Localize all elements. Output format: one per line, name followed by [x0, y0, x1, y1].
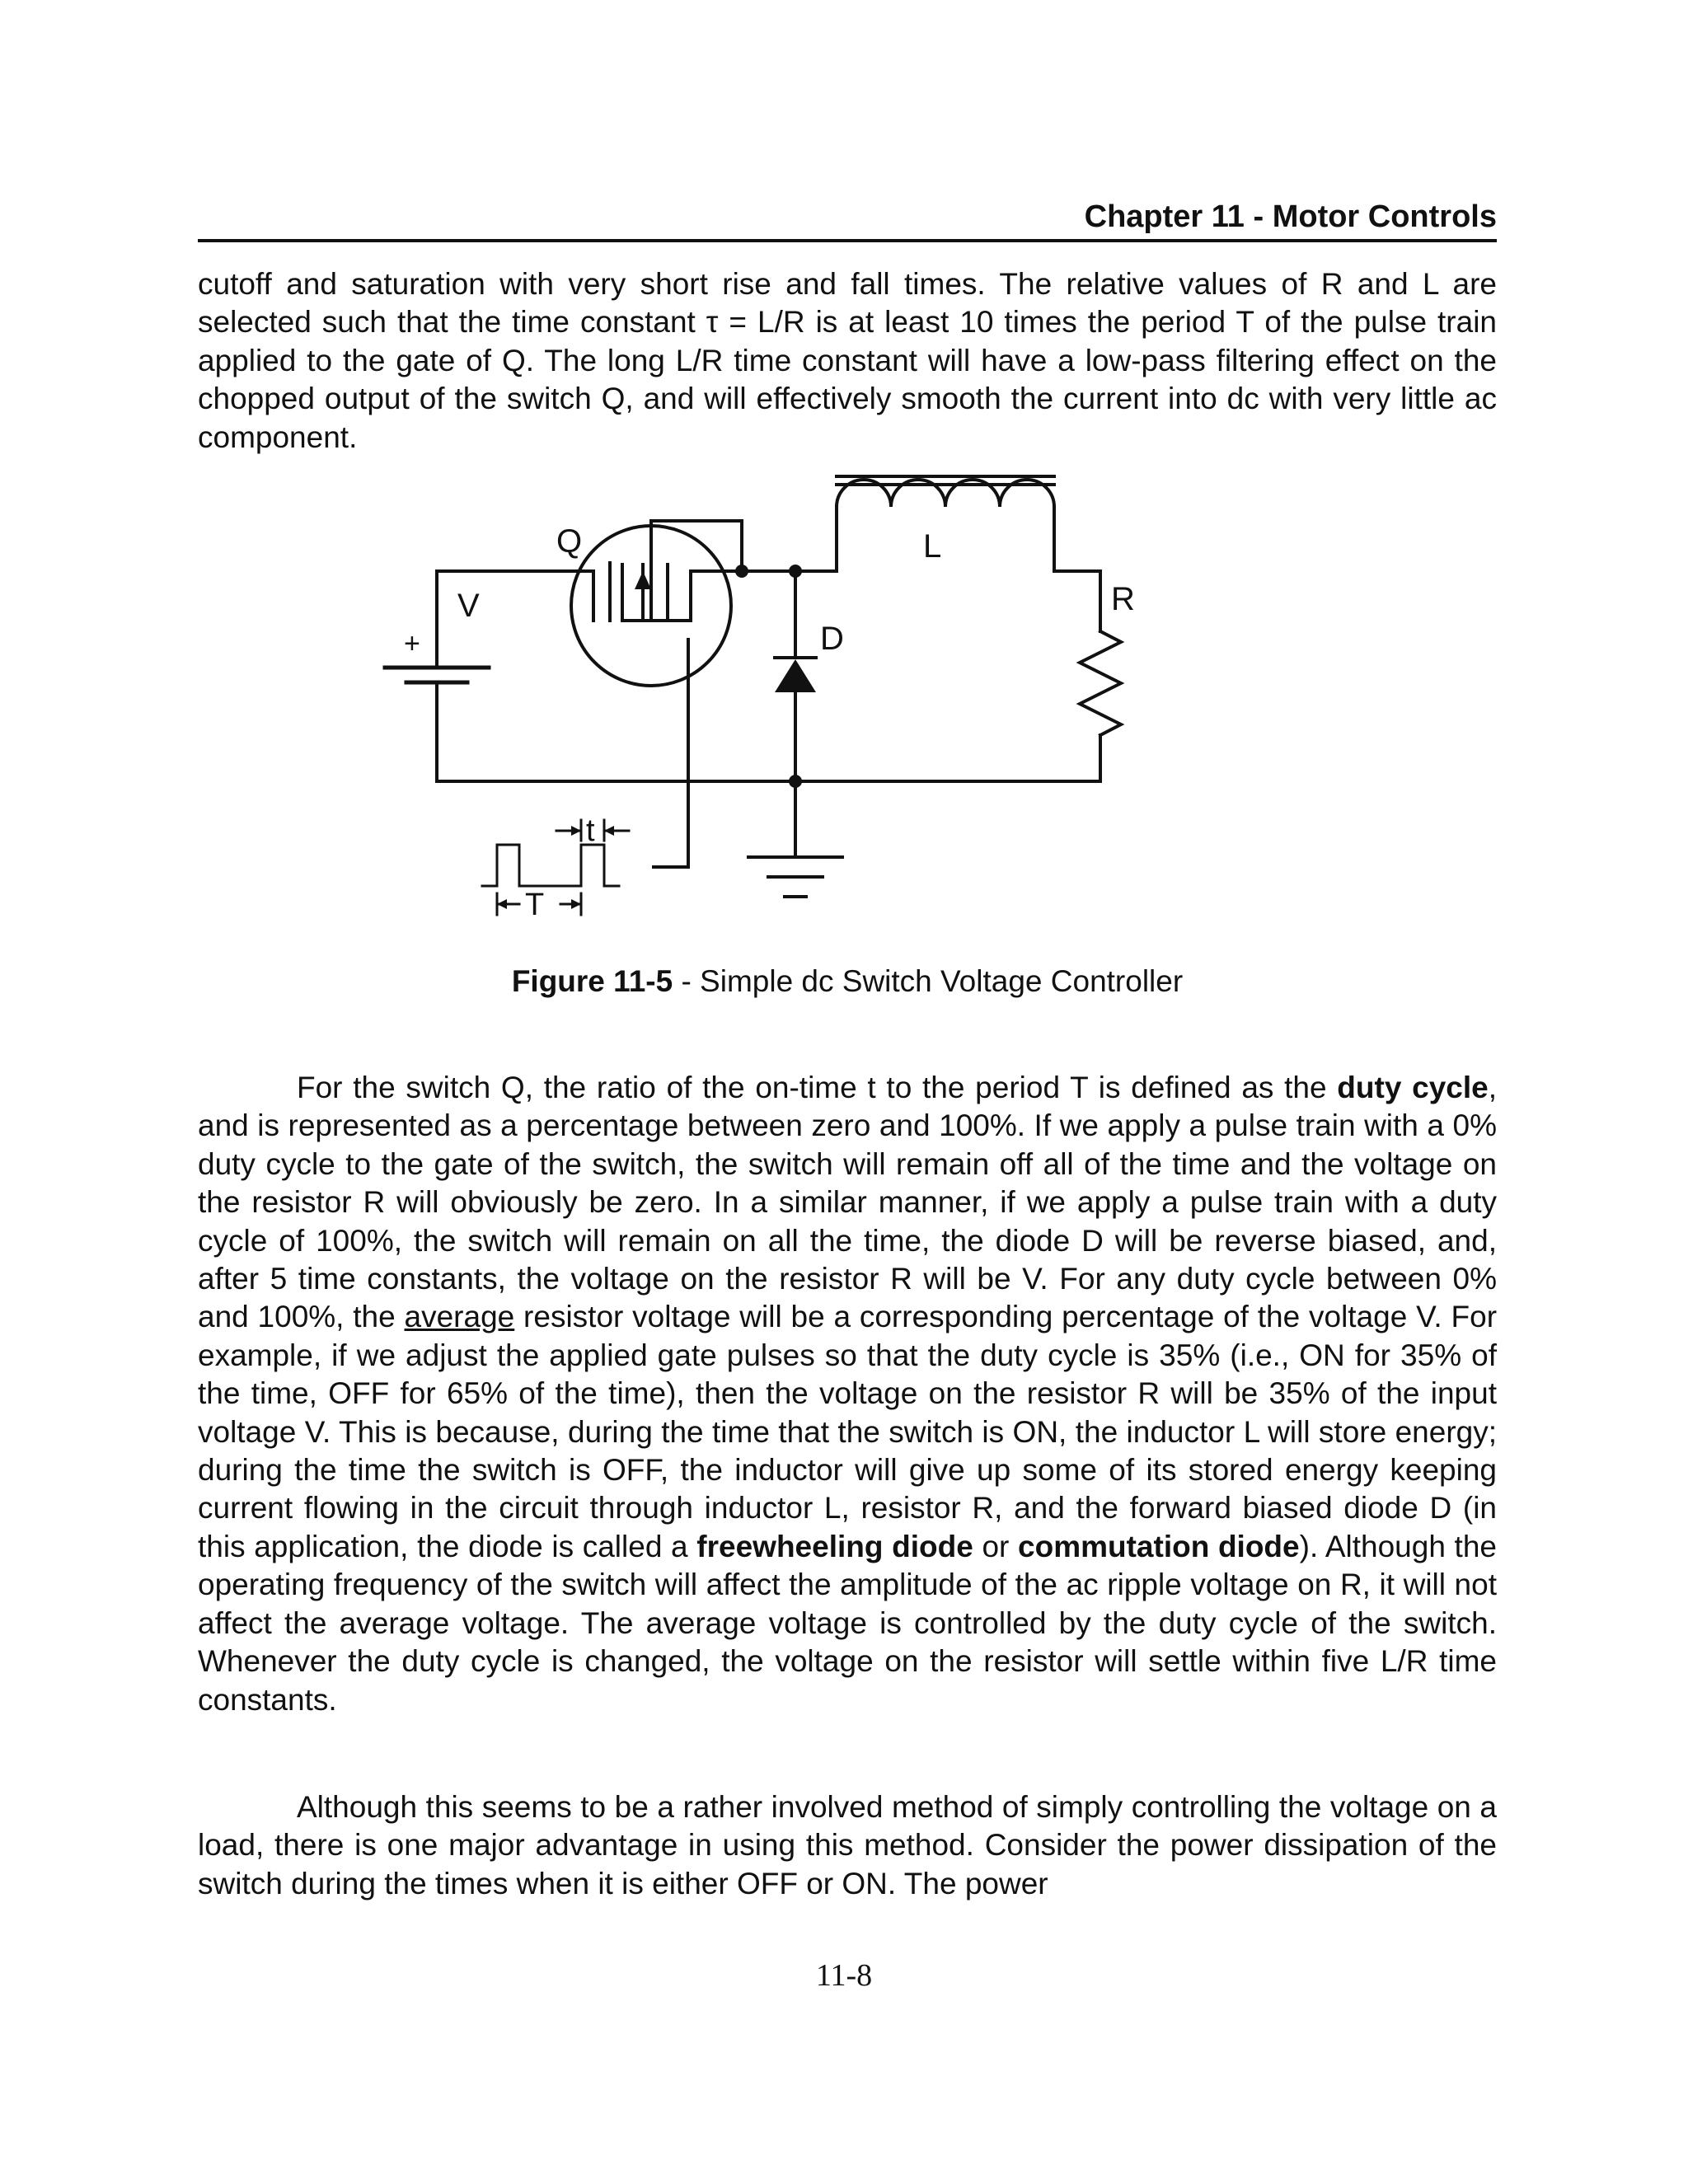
label-r: R: [1111, 581, 1135, 617]
junction-dot-top: [789, 565, 802, 578]
circuit-svg: [375, 470, 1166, 948]
page-number: 11-8: [815, 1958, 873, 1993]
term-freewheeling-diode: freewheeling diode: [696, 1529, 973, 1563]
junction-dot-transistor: [735, 565, 748, 578]
page-header: [198, 198, 1497, 242]
underlined-average: average: [404, 1300, 515, 1334]
junction-dot-bottom: [789, 775, 802, 788]
label-v: V: [457, 588, 480, 624]
T-arrowhead-right: [571, 899, 581, 909]
label-q: Q: [556, 523, 583, 560]
circuit-diagram: [375, 470, 1166, 948]
resistor-zigzag: [1080, 631, 1121, 735]
diode-triangle: [775, 659, 816, 692]
label-d: D: [820, 621, 844, 657]
transistor-arrow: [635, 571, 651, 589]
label-l: L: [923, 528, 942, 565]
p2-text-3: resistor voltage will be a corresponding percentage of the voltage V. For example, if we adjust the applied gate pulses so that the duty cycle is 35% (i.e., ON for 35% of the time, OFF for 65% of the time), then the voltage on the resistor R will be 35% of the input voltage V. This is because, during the time that the switch is ON, the inductor L will store energy; during the time the switch is OFF, the inductor will give up some of its stored energy keeping current flowing in the circuit through inductor L, resistor R, and the forward biased diode D (in this application, the diode is called a: [198, 1300, 1498, 1563]
t-arrowhead-left: [571, 826, 581, 836]
p2-text-4: or: [973, 1529, 1019, 1563]
p2-text-1: For the switch Q, the ratio of the on-time t to the period T is defined as the: [297, 1071, 1338, 1104]
figure-number: Figure 11-5: [511, 964, 673, 998]
wire-gate: [654, 640, 688, 867]
paragraph-1: cutoff and saturation with very short rise and fall times. The relative values of R and L are selected such that the time constant τ = L/R is at least 10 times the period T of the pulse train applied to the gate of Q. The long L/R time constant will have a low-pass filtering effect on the chopped output of the switch Q, and will effectively smooth the current into dc with very little ac component.: [198, 267, 1497, 454]
wire-resistor-top: [1054, 571, 1100, 631]
figure-caption-text: - Simple dc Switch Voltage Controller: [673, 964, 1184, 998]
term-commutation-diode: commutation diode: [1018, 1529, 1300, 1563]
chapter-title: Chapter 11 - Motor Controls: [1084, 199, 1497, 234]
p2-text-2: , and is represented as a percentage between zero and 100%. If we apply a pulse train with a 0% duty cycle to the gate of the switch, the switch will remain off all of the time and the voltage on the resistor R will obviously be zero. In a similar manner, if we apply a pulse train with a duty cycle of 100%, the switch will remain on all the time, the diode D will be reverse biased, and, after 5 time constants, the voltage on the resistor R will be V. For any duty cycle between 0% and 100%, the: [198, 1071, 1497, 1334]
figure-caption: [198, 964, 1497, 999]
p2-text-5: ). Although the operating frequency of the switch will affect the amplitude of the ac ripple voltage on R, it will not affect the average voltage. The average voltage is controlled by the duty cycle of the switch. Whenever the duty cycle is changed, the voltage on the resistor will settle within five L/R time constants.: [198, 1529, 1497, 1717]
paragraph-2: [198, 1069, 1497, 1719]
label-t: t: [586, 813, 595, 848]
pulse-train: [482, 845, 619, 886]
term-duty-cycle: duty cycle: [1337, 1071, 1489, 1104]
label-plus: +: [404, 628, 420, 659]
t-arrowhead-right: [604, 826, 614, 836]
paragraph-3: Although this seems to be a rather involved method of simply controlling the voltage on a load, there is one major advantage in using this method. Consider the power dissipation of the switch during the times when it is either OFF or ON. The power: [198, 1790, 1497, 1900]
label-period: T: [525, 888, 545, 922]
T-arrowhead-left: [497, 899, 507, 909]
